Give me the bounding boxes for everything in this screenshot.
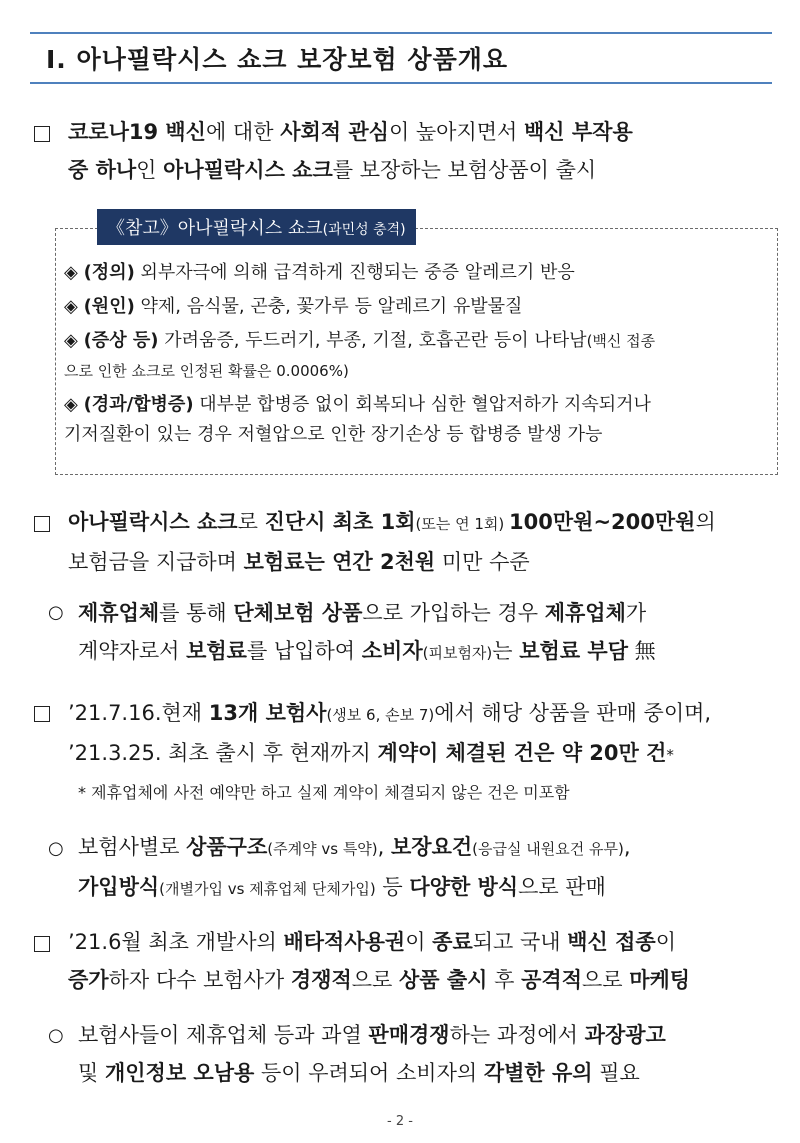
text-run: 약제, 음식물, 곤충, 꽃가루 등 알레르기 유발물질	[134, 296, 523, 317]
text-run: 를 통해	[159, 601, 234, 625]
paragraph-line	[68, 734, 711, 774]
text-run: (생보 6, 손보 7)	[326, 706, 435, 724]
text-run: 계약이 체결된 건은 약 20만 건	[377, 741, 667, 765]
diamond-bullet-icon: ◈	[64, 394, 84, 415]
diamond-bullet-icon: ◈	[64, 262, 84, 283]
paragraph-line	[78, 868, 631, 908]
paragraph-line	[78, 828, 631, 868]
section-5	[78, 828, 631, 908]
text-run: 백신 접종	[567, 930, 656, 954]
text-run: (원인)	[83, 296, 135, 317]
reference-line	[64, 420, 774, 450]
text-run: (또는 연 1회)	[415, 515, 510, 533]
text-run: 는	[492, 639, 520, 663]
reference-line	[64, 258, 774, 288]
bullet-circle: ○	[48, 602, 64, 623]
footnote: * 제휴업체에 사전 예약만 하고 실제 계약이 체결되지 않은 건은 미포함	[78, 783, 570, 802]
text-run: 마케팅	[629, 968, 691, 992]
text-run: 후	[487, 968, 522, 992]
section-4	[68, 694, 711, 774]
text-run: 소비자	[361, 639, 423, 663]
reference-line	[64, 356, 774, 386]
section-3	[78, 594, 656, 672]
text-run: 등	[375, 875, 410, 899]
text-run: ’21.3.25. 최초 출시 후 현재까지	[68, 741, 378, 765]
section-1	[68, 113, 633, 189]
text-run: 대부분 합병증 없이 회복되나 심한 혈압저하가 지속되거나	[193, 394, 651, 415]
paragraph-line	[68, 923, 690, 961]
text-run: 과장광고	[584, 1023, 666, 1047]
text-run: (경과/합병증)	[83, 394, 194, 415]
text-run: 로	[237, 510, 265, 534]
reference-line	[64, 326, 774, 356]
text-run: (응급실 내원요건 유무)	[472, 840, 624, 858]
text-run: 이	[405, 930, 433, 954]
section-2	[68, 503, 716, 581]
text-run: 공격적	[521, 968, 582, 992]
text-run: 으로 가입하는 경우	[362, 601, 545, 625]
reference-line	[64, 292, 774, 322]
paragraph-line	[78, 1016, 666, 1054]
paragraph-line	[78, 594, 656, 632]
text-run: ’21.7.16.현재	[68, 701, 209, 725]
text-run: 코로나19 백신	[68, 120, 206, 144]
text-run: 중 하나	[68, 158, 137, 182]
text-run: 사회적 관심	[280, 120, 389, 144]
text-run: 아나필락시스 쇼크	[163, 158, 333, 182]
text-run: ’21.6월 최초 개발사의	[68, 930, 284, 954]
paragraph-line	[68, 503, 716, 543]
text-run: 및	[78, 1061, 105, 1085]
text-run: 하는 과정에서	[449, 1023, 585, 1047]
checkbox-marker	[34, 936, 50, 956]
checkbox-marker	[34, 516, 50, 536]
text-run: (개별가입 vs 제휴업체 단체가입)	[159, 880, 376, 898]
text-run: 등이 우려되어 소비자의	[254, 1061, 484, 1085]
text-run: 보장요건	[391, 835, 473, 859]
text-run: 보험료	[186, 639, 247, 663]
text-run: 보험금을 지급하며	[68, 550, 244, 574]
text-run: 상품 출시	[399, 968, 488, 992]
text-run: 진단시 최초 1회	[264, 510, 416, 534]
reference-label-sub: (과민성 충격)	[322, 222, 406, 238]
text-run: (피보험자)	[422, 644, 493, 662]
text-run: (백신 접종	[586, 332, 656, 350]
text-run: 가	[625, 601, 647, 625]
section-7	[78, 1016, 666, 1092]
bullet-circle: ○	[48, 838, 64, 859]
reference-item	[64, 326, 774, 386]
diamond-bullet-icon: ◈	[64, 296, 84, 317]
text-run: ,	[623, 835, 631, 859]
text-run: 증가	[68, 968, 109, 992]
text-run: 가입방식	[78, 875, 160, 899]
text-run: 보험료 부담	[519, 639, 628, 663]
text-run: 하자 다수 보험사가	[108, 968, 291, 992]
reference-item	[64, 258, 774, 288]
reference-line	[64, 390, 774, 420]
text-run: 백신 부작용	[524, 120, 633, 144]
diamond-bullet-icon: ◈	[64, 330, 84, 351]
text-run: (증상 등)	[83, 330, 159, 351]
reference-item	[64, 390, 774, 450]
page-number: - 2 -	[387, 1114, 413, 1129]
reference-items	[64, 258, 774, 454]
text-run: 필요	[592, 1061, 640, 1085]
paragraph-line	[78, 1054, 666, 1092]
text-run: 제휴업체	[544, 601, 626, 625]
text-run: (주계약 vs 특약)	[267, 840, 378, 858]
text-run: 13개 보험사	[208, 701, 327, 725]
reference-label	[97, 209, 416, 245]
paragraph-line	[78, 632, 656, 672]
text-run: 無	[628, 639, 656, 663]
text-run: 상품구조	[186, 835, 268, 859]
text-run: 배타적사용권	[283, 930, 406, 954]
text-run: 보험사들이 제휴업체 등과 과열	[78, 1023, 369, 1047]
text-run: 에 대한	[205, 120, 281, 144]
text-run: 으로 판매	[518, 875, 606, 899]
text-run: 아나필락시스 쇼크	[68, 510, 238, 534]
text-run: 제휴업체	[78, 601, 160, 625]
text-run: 에서 해당 상품을 판매 중이며,	[434, 701, 712, 725]
text-run: 경쟁적	[290, 968, 352, 992]
checkbox-marker	[34, 706, 50, 726]
text-run: ,	[377, 835, 392, 859]
text-run: 개인정보 오남용	[104, 1061, 255, 1085]
text-run: 가려움증, 두드러기, 부종, 기절, 호흡곤란 등이 나타남	[158, 330, 587, 351]
text-run: 각별한 유의	[483, 1061, 593, 1085]
text-run: 으로	[351, 968, 400, 992]
text-run: *	[666, 746, 674, 764]
text-run: 의	[695, 510, 716, 534]
paragraph-line	[68, 151, 633, 189]
text-run: 되고 국내	[472, 930, 568, 954]
text-run: 종료	[432, 930, 473, 954]
text-run: 인	[136, 158, 164, 182]
text-run: 이	[655, 930, 676, 954]
text-run: (정의)	[83, 262, 135, 283]
text-run: 단체보험 상품	[233, 601, 363, 625]
text-run: 으로 인한 쇼크로 인정된 확률은 0.0006%)	[64, 362, 349, 380]
bullet-circle: ○	[48, 1025, 64, 1046]
text-run: 를 납입하여	[246, 639, 362, 663]
paragraph-line	[68, 694, 711, 734]
text-run: 를 보장하는 보험상품이 출시	[332, 158, 597, 182]
text-run: 100만원~200만원	[509, 510, 696, 534]
text-run: 이 높아지면서	[388, 120, 525, 144]
text-run: 판매경쟁	[368, 1023, 450, 1047]
paragraph-line	[68, 961, 690, 999]
section-6	[68, 923, 690, 999]
text-run: 외부자극에 의해 급격하게 진행되는 중증 알레르기 반응	[134, 262, 575, 283]
text-run: 보험료는 연간 2천원	[243, 550, 436, 574]
checkbox-marker	[34, 126, 50, 146]
reference-label-text: 《참고》아나필락시스 쇼크	[107, 218, 323, 239]
text-run: 으로	[581, 968, 630, 992]
paragraph-line	[68, 543, 716, 581]
page-title: Ⅰ. 아나필락시스 쇼크 보장보험 상품개요	[46, 45, 509, 74]
text-run: 다양한 방식	[409, 875, 519, 899]
text-run: 계약자로서	[78, 639, 187, 663]
paragraph-line	[68, 113, 633, 151]
text-run: 기저질환이 있는 경우 저혈압으로 인한 장기손상 등 합병증 발생 가능	[64, 424, 603, 445]
text-run: 보험사별로	[78, 835, 187, 859]
text-run: 미만 수준	[435, 550, 530, 574]
reference-item	[64, 292, 774, 322]
